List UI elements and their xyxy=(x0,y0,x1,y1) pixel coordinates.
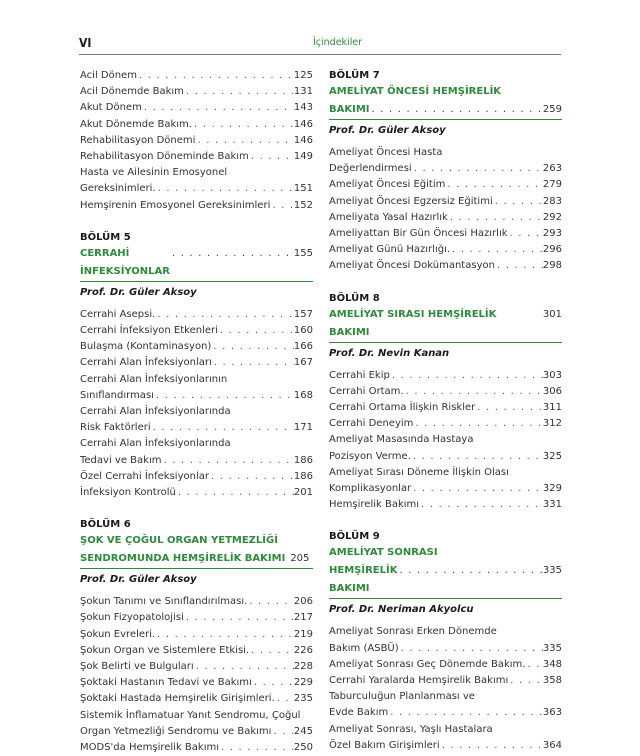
dot-leader xyxy=(155,627,294,643)
toc-entry-page: 329 xyxy=(542,483,562,495)
dot-leader xyxy=(156,181,294,197)
toc-entry-title: Ameliyat Öncesi Egzersiz Eğitimi xyxy=(329,195,493,207)
toc-entry-page: 171 xyxy=(293,422,313,434)
toc-entry-page: 166 xyxy=(293,341,313,353)
toc-entry-page: 201 xyxy=(293,487,313,499)
toc-entry[interactable] xyxy=(329,258,562,274)
toc-entry-title: Tedavi ve Bakım xyxy=(80,454,162,466)
chapter-6 xyxy=(80,517,313,756)
toc-entry-title: Cerrahi Ortam. xyxy=(329,385,404,397)
dot-leader xyxy=(151,420,294,436)
dot-leader xyxy=(142,100,294,116)
dot-leader xyxy=(249,149,294,165)
toc-entry[interactable] xyxy=(80,307,313,323)
toc-entry[interactable] xyxy=(80,388,313,404)
dot-leader xyxy=(495,258,543,274)
toc-entry-title: Şok Belirti ve Bulguları xyxy=(80,661,194,673)
chapter-8 xyxy=(329,291,562,514)
toc-entry-title: Akut Dönem xyxy=(80,102,142,114)
toc-entry-page: 245 xyxy=(293,725,313,737)
toc-entry[interactable] xyxy=(329,738,562,754)
chapter-divider xyxy=(329,598,562,599)
chapter-7 xyxy=(329,68,562,275)
toc-entry-title: Hasta ve Ailesinin Emosyonel xyxy=(80,167,228,179)
chapter-title-text: AMELİYAT ÖNCESİ HEMŞİRELİK xyxy=(329,86,502,97)
toc-entry-title: Şoktaki Hastada Hemşirelik Girişimleri. xyxy=(80,693,275,705)
toc-entry[interactable] xyxy=(80,198,313,214)
toc-entry[interactable] xyxy=(80,740,313,756)
toc-entry-page: 143 xyxy=(293,102,313,114)
toc-entry[interactable] xyxy=(329,194,562,210)
toc-entry[interactable] xyxy=(80,149,313,165)
dot-leader xyxy=(412,161,543,177)
toc-entry-line[interactable] xyxy=(329,689,562,705)
toc-entry-title: Cerrahi Alan İnfeksiyonlarının xyxy=(80,373,228,385)
toc-entry[interactable] xyxy=(80,84,313,100)
toc-entry-page: 348 xyxy=(542,658,562,670)
toc-entry[interactable] xyxy=(329,481,562,497)
dot-leader xyxy=(413,416,543,432)
toc-entry-title: Evde Bakım xyxy=(329,707,389,719)
toc-entry[interactable] xyxy=(329,400,562,416)
chapter-9 xyxy=(329,529,562,754)
toc-entry[interactable] xyxy=(80,643,313,659)
dot-leader xyxy=(271,724,293,740)
toc-entry-title: Bakım (ASBÜ) xyxy=(329,642,399,654)
chapter-number: BÖLÜM 5 xyxy=(80,231,131,243)
page-header xyxy=(79,36,561,55)
dot-leader xyxy=(161,453,293,469)
toc-entry-title: Şokun Evreleri. xyxy=(80,628,156,640)
toc-entry[interactable] xyxy=(329,657,562,673)
toc-entry-title: Özel Cerrahi İnfeksiyonlar xyxy=(80,470,209,482)
toc-entry-title: Ameliyat Öncesi Dokümantasyon xyxy=(329,260,495,272)
toc-entry-page: 168 xyxy=(293,389,313,401)
chapter-number: BÖLÜM 7 xyxy=(329,70,380,81)
toc-entry-title: Cerrahi Alan İnfeksiyonları xyxy=(80,357,212,369)
chapter-title[interactable] xyxy=(329,101,562,119)
toc-entry-page: 157 xyxy=(293,308,313,320)
chapter-title[interactable] xyxy=(80,532,313,550)
toc-entry-page: 206 xyxy=(293,596,313,608)
toc-entry-line[interactable] xyxy=(80,165,313,181)
toc-entry[interactable] xyxy=(80,181,313,197)
toc-entry-page: 263 xyxy=(542,163,562,175)
chapter-author: Prof. Dr. Neriman Akyolcu xyxy=(329,604,474,616)
toc-entry-page: 279 xyxy=(542,179,562,191)
chapter-author: Prof. Dr. Güler Aksoy xyxy=(80,574,197,586)
right-column xyxy=(329,68,562,754)
toc-entry-title: Komplikasyonlar xyxy=(329,483,412,495)
toc-entry-page: 235 xyxy=(293,693,313,705)
dot-leader xyxy=(411,481,543,497)
toc-entry[interactable] xyxy=(329,226,562,242)
dot-leader xyxy=(176,485,294,501)
chapter-number: BÖLÜM 6 xyxy=(80,519,131,531)
toc-entry-title: Pozisyon Verme. xyxy=(329,450,411,462)
toc-entry-page: 186 xyxy=(293,470,313,482)
toc-entry-page: 186 xyxy=(293,454,313,466)
toc-entry-title: Akut Dönemde Bakım. xyxy=(80,118,192,130)
toc-entry[interactable] xyxy=(80,594,313,610)
toc-entry-title: Özel Bakım Girişimleri xyxy=(329,739,440,751)
toc-entry-title: Ameliyat Öncesi Eğitim xyxy=(329,179,446,191)
toc-entry[interactable] xyxy=(329,177,562,193)
toc-entry[interactable] xyxy=(329,497,562,513)
dot-leader xyxy=(388,705,543,721)
toc-entry-title: Hemşirenin Emosyonel Gereksinimleri xyxy=(80,199,271,211)
toc-entry-page: 293 xyxy=(542,228,562,240)
toc-entry[interactable] xyxy=(80,469,313,485)
toc-entry-title: Şokun Organ ve Sistemlere Etkisi. xyxy=(80,644,250,656)
toc-entry-title: Acil Dönem xyxy=(80,70,137,81)
toc-entry-line[interactable] xyxy=(329,145,562,161)
dot-leader xyxy=(194,659,294,675)
toc-entry[interactable] xyxy=(329,449,562,465)
toc-entry-line[interactable] xyxy=(80,708,313,724)
toc-entry-line[interactable] xyxy=(329,465,562,481)
dot-leader xyxy=(508,673,543,689)
chapter-title-text: ŞOK VE ÇOĞUL ORGAN YETMEZLİĞİ xyxy=(80,535,278,547)
toc-entry[interactable] xyxy=(80,675,313,691)
running-title: İçindekiler xyxy=(313,37,363,48)
toc-entry-page: 335 xyxy=(542,642,562,654)
toc-entry-title: Gereksinimleri. xyxy=(80,183,156,195)
toc-entry-title: Ameliyat Masasında Hastaya xyxy=(329,434,474,446)
toc-entry[interactable] xyxy=(80,485,313,501)
toc-entry[interactable] xyxy=(80,610,313,626)
toc-entry[interactable] xyxy=(80,323,313,339)
toc-entry[interactable] xyxy=(80,627,313,643)
toc-entry[interactable] xyxy=(329,368,562,384)
toc-entry-line[interactable] xyxy=(80,372,313,388)
toc-entry[interactable] xyxy=(80,68,313,84)
toc-entry-title: Ameliyat Sonrası Geç Dönemde Bakım. xyxy=(329,658,526,670)
toc-entry-title: Ameliyat Sonrası Erken Dönemde xyxy=(329,626,497,638)
dot-leader xyxy=(399,641,543,657)
toc-entry[interactable] xyxy=(80,133,313,149)
toc-entry[interactable] xyxy=(80,659,313,675)
toc-entry-page: 311 xyxy=(542,402,562,414)
toc-entry-page: 125 xyxy=(293,70,313,81)
toc-entry-title: Cerrahi Asepsi. xyxy=(80,308,156,320)
toc-entry-page: 303 xyxy=(542,369,562,381)
toc-entry-page: 217 xyxy=(293,612,313,624)
toc-entry-page: 325 xyxy=(542,450,562,462)
page-number: VI xyxy=(79,36,92,50)
toc-entry-page: 228 xyxy=(293,661,313,673)
chapter-5 xyxy=(80,230,313,501)
toc-entry[interactable] xyxy=(329,705,562,721)
dot-leader xyxy=(419,497,543,513)
chapter-title[interactable] xyxy=(329,562,562,598)
toc-entry[interactable] xyxy=(329,416,562,432)
toc-entry-page: 152 xyxy=(293,199,313,211)
chapter-divider xyxy=(329,119,562,120)
dot-leader xyxy=(154,388,294,404)
toc-entry-line[interactable] xyxy=(80,436,313,452)
toc-entry-title: Hemşirelik Bakımı xyxy=(329,499,420,511)
toc-entry-title: Cerrahi Ortama İlişkin Riskler xyxy=(329,402,476,414)
chapter-divider xyxy=(329,342,562,343)
toc-entry[interactable] xyxy=(329,210,562,226)
dot-leader xyxy=(192,117,294,133)
toc-entry-title: Değerlendirmesi xyxy=(329,163,412,175)
toc-entry-title: Cerrahi Deneyim xyxy=(329,418,414,430)
toc-entry-page: 283 xyxy=(542,195,562,207)
chapter-page: 301 xyxy=(542,308,562,320)
toc-entry[interactable] xyxy=(80,339,313,355)
dot-leader xyxy=(219,740,294,756)
toc-entry[interactable] xyxy=(80,355,313,371)
dot-leader xyxy=(404,384,543,400)
toc-entry-page: 146 xyxy=(293,134,313,146)
dot-leader xyxy=(184,84,294,100)
toc-entry-title: Ameliyat Öncesi Hasta xyxy=(329,147,443,158)
toc-entry-title: Şokun Fizyopatolojisi xyxy=(80,612,184,624)
toc-entry-page: 358 xyxy=(542,675,562,687)
toc-entry-title: Ameliyattan Bir Gün Öncesi Hazırlık xyxy=(329,228,508,240)
dot-leader xyxy=(275,691,294,707)
dot-leader xyxy=(475,400,543,416)
dot-leader xyxy=(450,242,543,258)
dot-leader xyxy=(493,194,543,210)
toc-entry-title: MODS'da Hemşirelik Bakımı xyxy=(80,742,219,754)
toc-entry[interactable] xyxy=(329,161,562,177)
dot-leader xyxy=(184,610,294,626)
toc-entry-line[interactable] xyxy=(329,722,562,738)
toc-entry[interactable] xyxy=(80,420,313,436)
chapter-title[interactable] xyxy=(329,83,562,101)
dot-leader xyxy=(440,738,543,754)
toc-entry-page: 160 xyxy=(293,325,313,337)
toc-entry-title: Ameliyat Sırası Döneme İlişkin Olası xyxy=(329,466,509,478)
toc-entry-title: Ameliyat Sonrası, Yaşlı Hastalara xyxy=(329,723,493,735)
dot-leader xyxy=(209,469,294,485)
dot-leader xyxy=(247,594,294,610)
toc-entry-page: 331 xyxy=(542,499,562,511)
toc-entry-title: Taburculuğun Planlanması ve xyxy=(329,691,475,703)
toc-entry-title: Cerrahi Ekip xyxy=(329,369,390,381)
toc-entry[interactable] xyxy=(80,100,313,116)
toc-entry-page: 363 xyxy=(542,707,562,719)
toc-entry-title: Bulaşma (Kontaminasyon) xyxy=(80,341,212,353)
toc-entry-title: Organ Yetmezliği Sendromu ve Bakımı xyxy=(80,725,272,737)
chapter-title-text: SENDROMUNDA HEMŞİRELİK BAKIMI xyxy=(80,553,286,565)
chapter-author: Prof. Dr. Güler Aksoy xyxy=(329,125,446,136)
toc-entry[interactable] xyxy=(329,641,562,657)
dot-leader xyxy=(212,355,294,371)
chapter-title[interactable] xyxy=(329,306,562,342)
chapter-divider xyxy=(80,568,313,569)
toc-entry-title: Risk Faktörleri xyxy=(80,422,151,434)
dot-leader xyxy=(390,368,543,384)
chapter-title[interactable] xyxy=(80,550,313,568)
dot-leader xyxy=(195,133,293,149)
dot-leader xyxy=(508,226,543,242)
chapter-page: 205 xyxy=(290,553,310,565)
dot-leader xyxy=(137,68,294,84)
toc-entry-page: 298 xyxy=(542,260,562,272)
toc-entry-page: 226 xyxy=(293,644,313,656)
chapter-number: BÖLÜM 8 xyxy=(329,292,380,304)
toc-entry-title: Cerrahi Alan İnfeksiyonlarında xyxy=(80,438,231,450)
toc-entry-page: 229 xyxy=(293,677,313,689)
dot-leader xyxy=(252,675,294,691)
chapter-title[interactable] xyxy=(80,245,313,281)
chapter-author: Prof. Dr. Güler Aksoy xyxy=(80,286,197,298)
dot-leader xyxy=(411,449,543,465)
chapter-page: 259 xyxy=(542,104,562,115)
toc-entry-title: Cerrahi Yaralarda Hemşirelik Bakımı xyxy=(329,675,509,687)
chapter-page: 335 xyxy=(542,565,562,577)
dot-leader xyxy=(155,307,294,323)
dot-leader xyxy=(448,210,543,226)
chapter-divider xyxy=(80,281,313,282)
toc-entry-line[interactable] xyxy=(80,404,313,420)
dot-leader xyxy=(249,643,294,659)
toc-entry-page: 131 xyxy=(293,86,313,98)
chapter-title-text: AMELİYAT SIRASI HEMŞİRELİK BAKIMI xyxy=(329,308,497,338)
toc-entry-line[interactable] xyxy=(329,432,562,448)
toc-entry-title: Sınıflandırması xyxy=(80,389,154,401)
toc-entry-title: Acil Dönemde Bakım xyxy=(80,86,184,98)
chapter-title-text: BAKIMI xyxy=(329,104,370,115)
toc-entry-page: 312 xyxy=(542,418,562,430)
toc-entry[interactable] xyxy=(329,673,562,689)
toc-entry-page: 167 xyxy=(293,357,313,369)
toc-entry-title: Ameliyat Günü Hazırlığı. xyxy=(329,244,451,256)
dot-leader xyxy=(218,323,294,339)
toc-entry[interactable] xyxy=(80,691,313,707)
toc-entry-title: Cerrahi İnfeksiyon Etkenleri xyxy=(80,325,218,337)
dot-leader xyxy=(445,177,543,193)
chapter-author: Prof. Dr. Nevin Kanan xyxy=(329,347,450,359)
toc-entry-page: 296 xyxy=(542,244,562,256)
toc-entry[interactable] xyxy=(329,242,562,258)
left-column xyxy=(80,68,313,756)
toc-entry-title: Şokun Tanımı ve Sınıflandırılması. xyxy=(80,596,248,608)
chapter-title-text: HEMŞİRELİK BAKIMI xyxy=(329,565,398,595)
dot-leader xyxy=(397,562,542,580)
toc-entry-page: 292 xyxy=(542,211,562,223)
toc-entry-page: 149 xyxy=(293,151,313,163)
toc-entry-title: Rehabilitasyon Dönemi xyxy=(80,134,196,146)
toc-entry[interactable] xyxy=(80,724,313,740)
toc-entry-title: Ameliyata Yasal Hazırlık xyxy=(329,211,448,223)
toc-entry-title: Rehabilitasyon Döneminde Bakım xyxy=(80,151,249,163)
dot-leader xyxy=(270,198,294,214)
chapter-page: 155 xyxy=(293,247,313,259)
dot-leader xyxy=(170,245,294,263)
chapter-title-text: AMELİYAT SONRASI xyxy=(329,547,438,559)
toc-entry-title: Cerrahi Alan İnfeksiyonlarında xyxy=(80,406,231,418)
toc-entry-page: 219 xyxy=(293,628,313,640)
dot-leader xyxy=(525,657,542,673)
toc-entry[interactable] xyxy=(80,117,313,133)
toc-entry-title: İnfeksiyon Kontrolü xyxy=(80,487,176,499)
toc-entry[interactable] xyxy=(329,384,562,400)
toc-entry-page: 364 xyxy=(542,739,562,751)
toc-entry[interactable] xyxy=(80,453,313,469)
toc-entry-title: Şoktaki Hastanın Tedavi ve Bakımı xyxy=(80,677,252,689)
toc-entry-page: 250 xyxy=(293,742,313,754)
chapter-number: BÖLÜM 9 xyxy=(329,531,380,543)
toc-entry-page: 151 xyxy=(293,183,313,195)
chapter-title[interactable] xyxy=(329,544,562,562)
chapter-title-text: CERRAHİ İNFEKSİYONLAR xyxy=(80,247,170,277)
toc-entry-title: Sistemik İnflamatuar Yanıt Sendromu, Çoğul xyxy=(80,709,301,721)
toc-list-left-top xyxy=(80,68,313,214)
dot-leader xyxy=(211,339,294,355)
toc-entry-page: 306 xyxy=(542,385,562,397)
toc-entry-page: 146 xyxy=(293,118,313,130)
dot-leader xyxy=(370,101,543,119)
toc-entry-line[interactable] xyxy=(329,624,562,640)
